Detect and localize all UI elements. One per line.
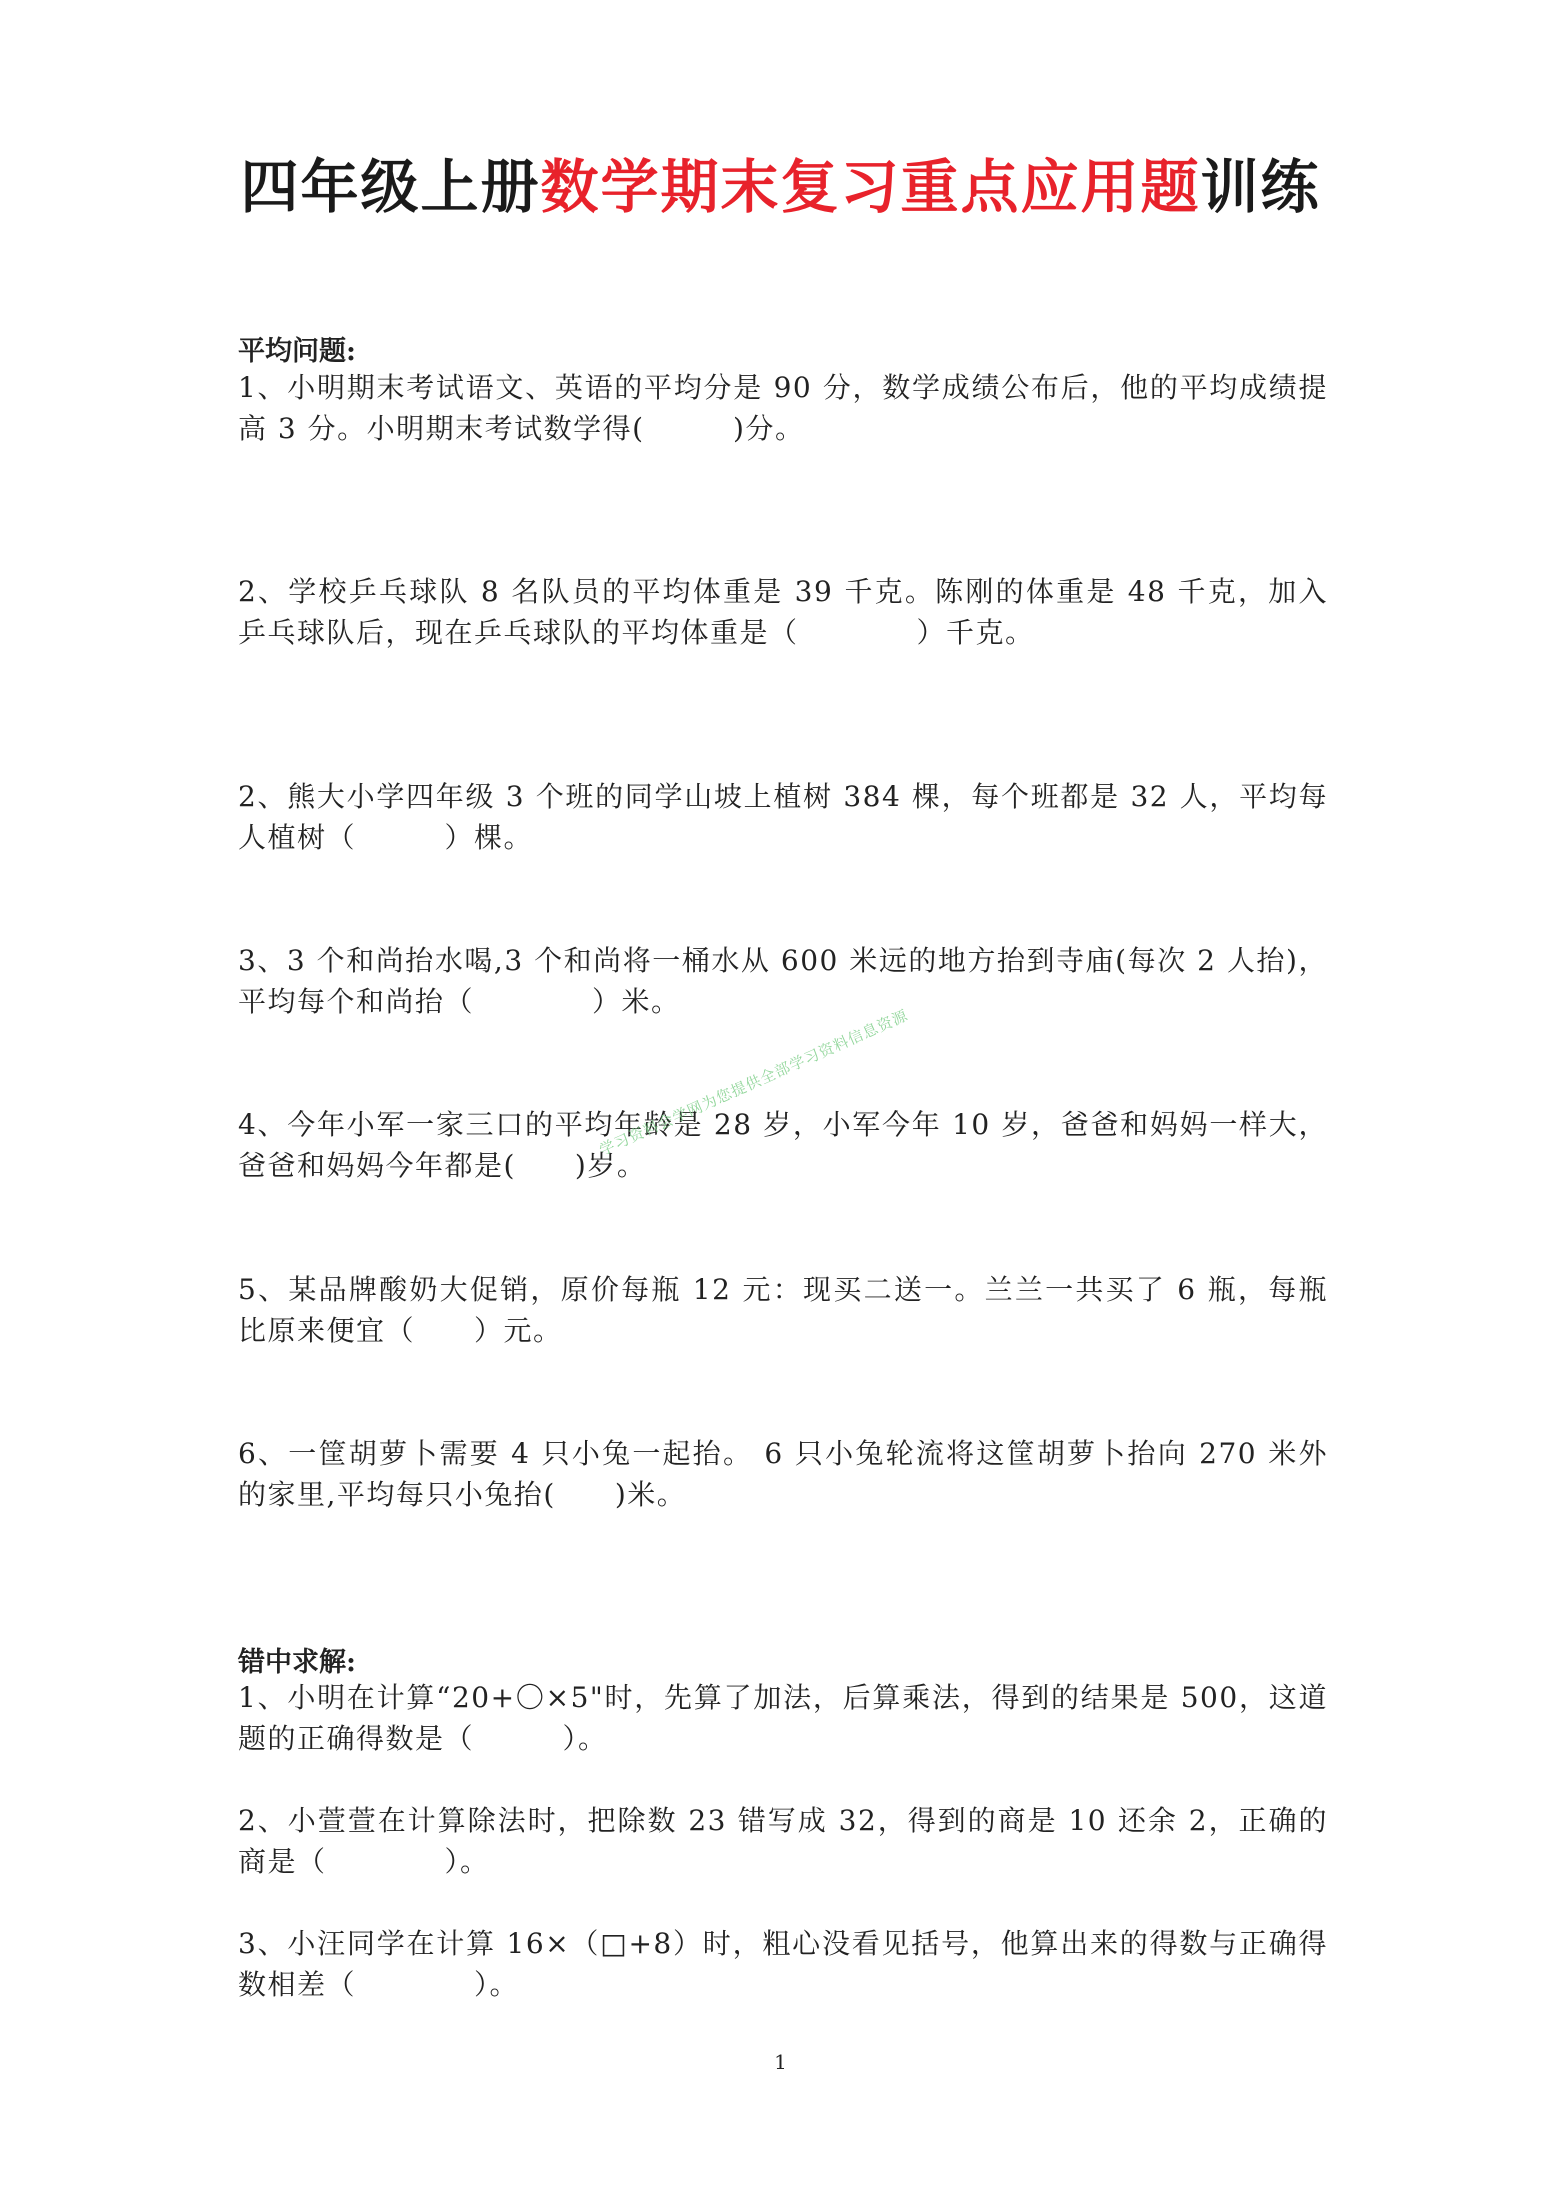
title-part-1: 四年级上册 — [240, 153, 541, 221]
watermark: 学习资料会学网为您提供全部学习资料信息资源 — [596, 1006, 911, 1160]
question-error-1: 1、小明在计算“20+〇×5"时，先算了加法，后算乘法，得到的结果是 500，这道题的正确得数是（ ）。 — [238, 1681, 1328, 1755]
question-average-7: 6、一筐胡萝卜需要 4 只小兔一起抬。 6 只小兔轮流将这筐胡萝卜抬向 270 米外的家里,平均每只小兔抬( )米。 — [238, 1437, 1328, 1511]
question-average-4: 3、3 个和尚抬水喝,3 个和尚将一桶水从 600 米远的地方抬到寺庙(每次 2 人抬)，平均每个和尚抬（ ）米。 — [238, 944, 1328, 1018]
question-average-3: 2、熊大小学四年级 3 个班的同学山坡上植树 384 棵，每个班都是 32 人，平均每人植树（ ）棵。 — [238, 780, 1328, 854]
page-number: 1 — [774, 2050, 787, 2074]
question-error-2: 2、小萱萱在计算除法时，把除数 23 错写成 32，得到的商是 10 还余 2，正确的商是（ ）。 — [238, 1804, 1328, 1878]
section-heading-average: 平均问题: — [238, 336, 356, 367]
question-average-1: 1、小明期末考试语文、英语的平均分是 90 分，数学成绩公布后，他的平均成绩提高 3 分。小明期末考试数学得( )分。 — [238, 371, 1328, 445]
section-heading-error-solving: 错中求解: — [238, 1647, 356, 1678]
question-average-5: 4、今年小军一家三口的平均年龄是 28 岁，小军今年 10 岁，爸爸和妈妈一样大，爸爸和妈妈今年都是( )岁。 — [238, 1108, 1328, 1182]
question-average-2: 2、学校乒乓球队 8 名队员的平均体重是 39 千克。陈刚的体重是 48 千克，加入乒乓球队后，现在乒乓球队的平均体重是（ ）千克。 — [238, 575, 1328, 649]
title-part-2-highlight: 数学期末复习重点应用题 — [540, 153, 1201, 221]
question-average-6: 5、某品牌酸奶大促销，原价每瓶 12 元：现买二送一。兰兰一共买了 6 瓶，每瓶比原来便宜（ ）元。 — [238, 1273, 1328, 1347]
title-part-3: 训练 — [1200, 153, 1321, 221]
page-title — [0, 140, 1561, 224]
question-error-3: 3、小汪同学在计算 16×（□+8）时，粗心没看见括号，他算出来的得数与正确得数相差（ ）。 — [238, 1927, 1328, 2001]
